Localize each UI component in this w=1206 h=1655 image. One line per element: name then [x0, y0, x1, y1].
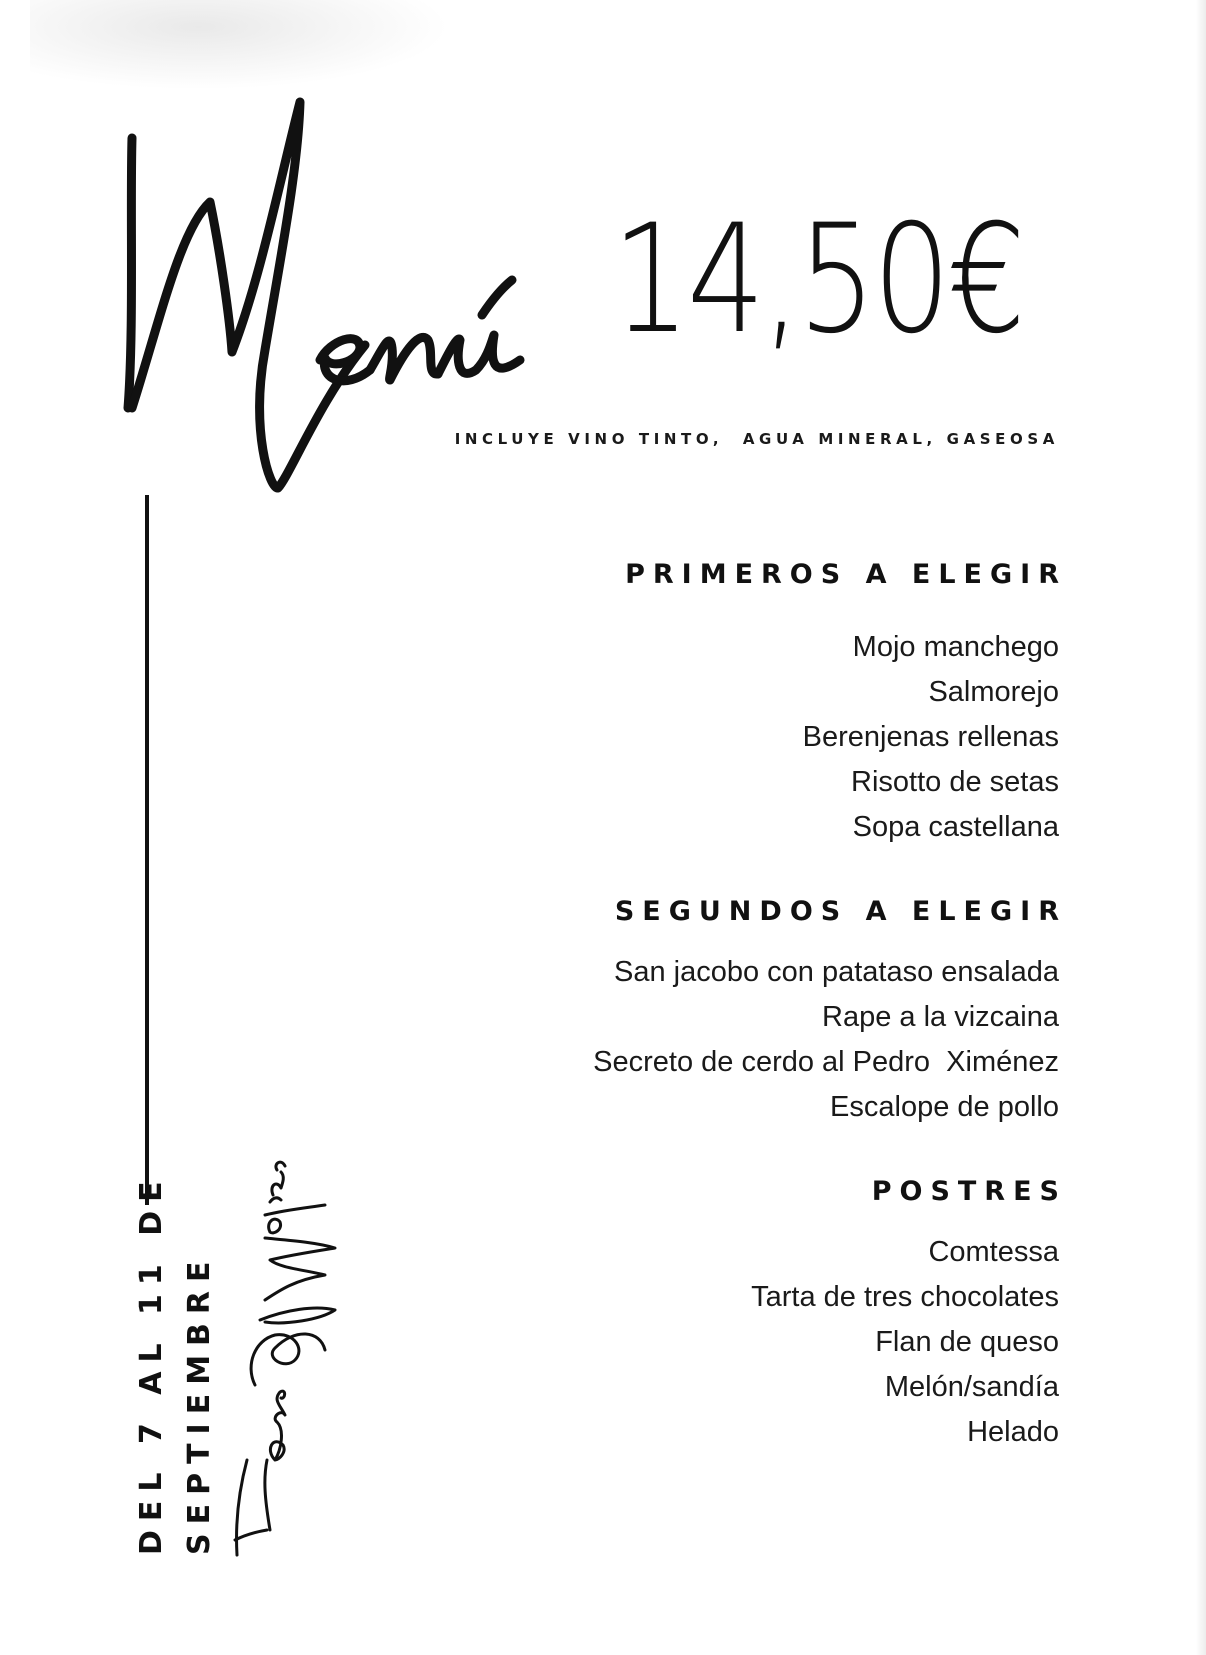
list-item: San jacobo con patataso ensalada — [613, 956, 1059, 988]
vertical-divider — [145, 495, 149, 1205]
list-item: Comtessa — [928, 1236, 1059, 1268]
list-item: Rape a la vizcaina — [822, 1001, 1059, 1033]
item-list — [499, 625, 1059, 850]
menu-price: 14,50€ — [612, 193, 1023, 367]
signature-text — [355, 1160, 356, 1161]
item-list — [499, 1230, 1059, 1455]
section-title: PRIMEROS A ELEGIR — [625, 559, 1067, 590]
list-item: Flan de queso — [875, 1326, 1059, 1358]
date-range — [128, 1172, 224, 1555]
section-title: POSTRES — [871, 1176, 1067, 1207]
photo-smudge — [30, 0, 450, 90]
list-item: Secreto de cerdo al Pedro Ximénez — [593, 1046, 1059, 1078]
list-item: Berenjenas rellenas — [802, 721, 1059, 753]
includes-note: INCLUYE VINO TINTO, AGUA MINERAL, GASEOSA — [454, 430, 1059, 448]
date-line-2: SEPTIEMBRE — [182, 1252, 217, 1555]
script-title-text — [590, 90, 591, 91]
section-title: SEGUNDOS A ELEGIR — [614, 896, 1067, 927]
list-item: Risotto de setas — [851, 766, 1059, 798]
date-line-1: DEL 7 AL 11 DE — [134, 1172, 169, 1555]
item-list — [499, 950, 1059, 1130]
list-item: Tarta de tres chocolates — [751, 1281, 1059, 1313]
list-item: Salmorejo — [928, 676, 1059, 708]
list-item: Escalope de pollo — [830, 1091, 1059, 1123]
list-item: Mojo manchego — [852, 631, 1059, 663]
section-primeros — [499, 555, 1067, 850]
page-edge — [1196, 0, 1206, 1655]
restaurant-signature — [225, 1160, 355, 1560]
script-title-menu — [120, 90, 590, 530]
section-postres — [499, 1172, 1067, 1455]
menu-sections — [499, 555, 1067, 1455]
list-item: Sopa castellana — [852, 811, 1059, 843]
section-segundos — [499, 892, 1067, 1130]
list-item: Melón/sandía — [884, 1371, 1059, 1403]
list-item: Helado — [967, 1416, 1059, 1448]
